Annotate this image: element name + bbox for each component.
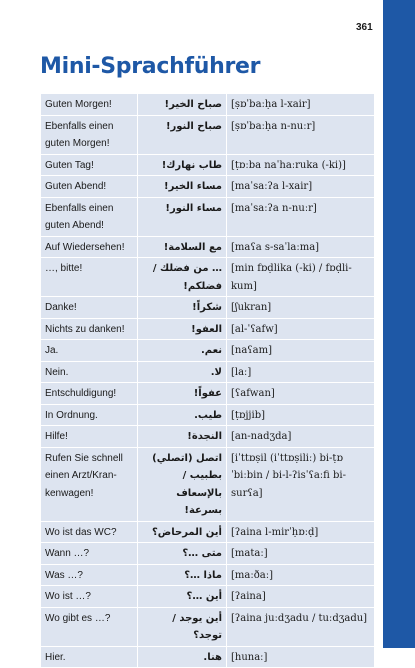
transliteration: [an-nadʒda] — [227, 426, 375, 448]
arabic-phrase: نعم. — [138, 340, 227, 362]
german-phrase: Wo gibt es …? — [41, 607, 138, 646]
chapter-side-bar — [383, 0, 415, 648]
german-phrase: Wo ist das WC? — [41, 521, 138, 543]
arabic-phrase: طيب. — [138, 404, 227, 426]
arabic-phrase: أين المرحاض؟ — [138, 521, 227, 543]
transliteration: [ṣɒˈbaːḥa l-xair] — [227, 94, 375, 116]
transliteration: [maʕa s-saˈlaːma] — [227, 236, 375, 258]
phrase-row — [41, 361, 375, 383]
arabic-phrase: … من فضلك / فضلكم! — [138, 258, 227, 297]
transliteration: [ṭɒjjib] — [227, 404, 375, 426]
arabic-phrase: صباح الخير! — [138, 94, 227, 116]
transliteration: [ʕafwan] — [227, 383, 375, 405]
transliteration: [maˈsaːʔa n-nuːr] — [227, 197, 375, 236]
phrasebook-table — [40, 93, 375, 668]
phrase-row — [41, 646, 375, 668]
german-phrase: Danke! — [41, 297, 138, 319]
german-phrase: Guten Tag! — [41, 154, 138, 176]
phrase-row — [41, 176, 375, 198]
phrase-row — [41, 115, 375, 154]
transliteration: [ʔaina juːdʒadu / tuːdʒadu] — [227, 607, 375, 646]
german-phrase: Was …? — [41, 564, 138, 586]
phrase-row — [41, 426, 375, 448]
arabic-phrase: عفواً! — [138, 383, 227, 405]
german-phrase: Guten Morgen! — [41, 94, 138, 116]
german-phrase: Nichts zu danken! — [41, 318, 138, 340]
arabic-phrase: متى …؟ — [138, 543, 227, 565]
arabic-phrase: العفو! — [138, 318, 227, 340]
phrase-row — [41, 521, 375, 543]
german-phrase: Auf Wiedersehen! — [41, 236, 138, 258]
german-phrase: Hilfe! — [41, 426, 138, 448]
arabic-phrase: أين يوجد / توجد؟ — [138, 607, 227, 646]
phrase-row — [41, 447, 375, 521]
german-phrase: Guten Abend! — [41, 176, 138, 198]
transliteration: [al-ˈʕafw] — [227, 318, 375, 340]
transliteration: [ʔaina] — [227, 586, 375, 608]
german-phrase: Rufen Sie schnell einen Arzt/Kran-kenwagen! — [41, 447, 138, 521]
german-phrase: Ja. — [41, 340, 138, 362]
german-phrase: Nein. — [41, 361, 138, 383]
transliteration: [hunaː] — [227, 646, 375, 668]
arabic-phrase: مساء النور! — [138, 197, 227, 236]
german-phrase: Hier. — [41, 646, 138, 668]
phrase-row — [41, 404, 375, 426]
phrase-row — [41, 197, 375, 236]
transliteration: [min fɒḍlika (-ki) / fɒḍli-kum] — [227, 258, 375, 297]
arabic-phrase: طاب نهارك! — [138, 154, 227, 176]
arabic-phrase: النجدة! — [138, 426, 227, 448]
arabic-phrase: مع السلامة! — [138, 236, 227, 258]
transliteration: [maˈsaːʔa l-xair] — [227, 176, 375, 198]
transliteration: [laː] — [227, 361, 375, 383]
transliteration: [ṭɒːba naˈhaːruka (-ki)] — [227, 154, 375, 176]
page-number: 361 — [356, 22, 373, 33]
german-phrase: Entschuldigung! — [41, 383, 138, 405]
phrase-row — [41, 564, 375, 586]
german-phrase: …, bitte! — [41, 258, 138, 297]
arabic-phrase: هنا. — [138, 646, 227, 668]
transliteration: [ʔaina l-mirˈḥɒːḍ] — [227, 521, 375, 543]
phrase-row — [41, 586, 375, 608]
phrase-row — [41, 297, 375, 319]
transliteration: [mataː] — [227, 543, 375, 565]
phrase-row — [41, 383, 375, 405]
phrase-row — [41, 94, 375, 116]
german-phrase: Ebenfalls einen guten Morgen! — [41, 115, 138, 154]
phrase-row — [41, 318, 375, 340]
german-phrase: In Ordnung. — [41, 404, 138, 426]
german-phrase: Wo ist …? — [41, 586, 138, 608]
arabic-phrase: صباح النور! — [138, 115, 227, 154]
phrase-row — [41, 340, 375, 362]
transliteration: [ṣɒˈbaːḥa n-nuːr] — [227, 115, 375, 154]
arabic-phrase: اتصل (اتصلي) بطبيب / بالإسعاف بسرعة! — [138, 447, 227, 521]
page-title: Mini-Sprachführer — [40, 54, 261, 79]
transliteration: [iˈttɒṣil (iˈttɒṣiliː) bi-ṭɒˈbiːbin / bi-l-ʔisˈʕaːfi bi-surʕa] — [227, 447, 375, 521]
arabic-phrase: ماذا …؟ — [138, 564, 227, 586]
arabic-phrase: شكراً! — [138, 297, 227, 319]
arabic-phrase: مساء الخير! — [138, 176, 227, 198]
phrase-row — [41, 258, 375, 297]
phrase-row — [41, 543, 375, 565]
transliteration: [maːðaː] — [227, 564, 375, 586]
phrase-row — [41, 154, 375, 176]
phrase-row — [41, 236, 375, 258]
arabic-phrase: لا. — [138, 361, 227, 383]
transliteration: [ʃukran] — [227, 297, 375, 319]
transliteration: [naʕam] — [227, 340, 375, 362]
phrase-row — [41, 607, 375, 646]
german-phrase: Wann …? — [41, 543, 138, 565]
arabic-phrase: أين …؟ — [138, 586, 227, 608]
german-phrase: Ebenfalls einen guten Abend! — [41, 197, 138, 236]
